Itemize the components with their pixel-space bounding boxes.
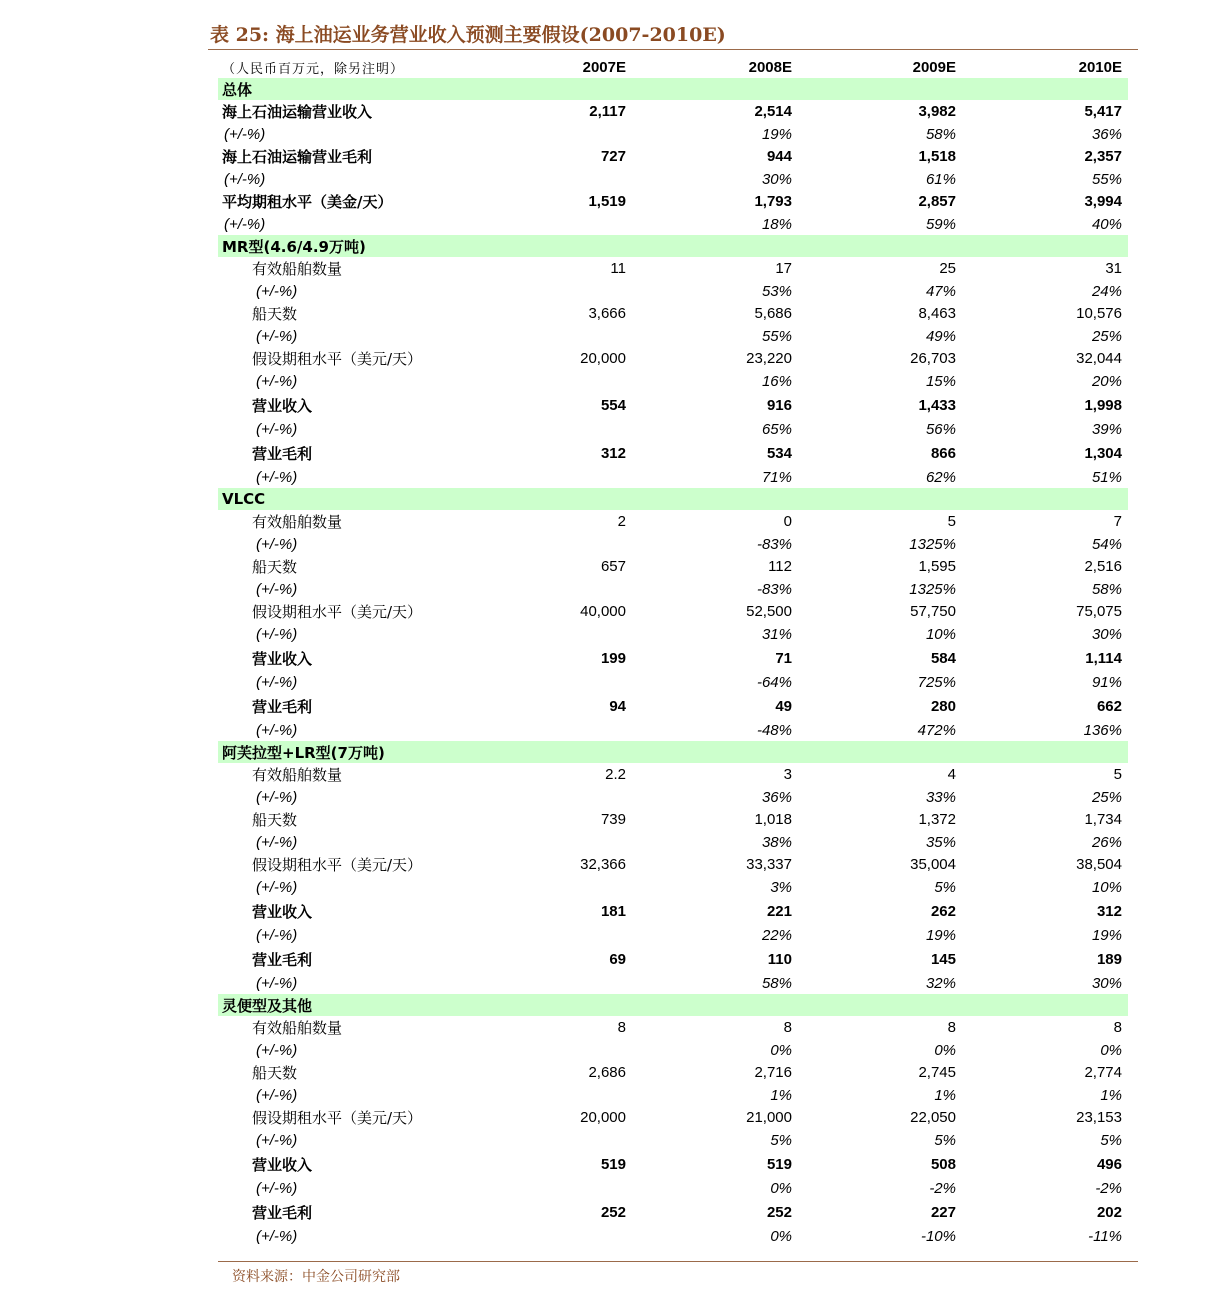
table-cell: 944 (766, 148, 792, 165)
table-cell: 20,000 (580, 1109, 626, 1126)
section-header-row (218, 994, 1128, 1016)
table-cell: 53% (761, 282, 792, 300)
table-row (218, 325, 1128, 347)
table-cell: 0% (934, 1041, 956, 1059)
table-cell: 0% (770, 1227, 792, 1245)
table-row (218, 924, 1128, 946)
table-cell: 58% (1091, 580, 1122, 598)
table-cell: 554 (600, 396, 626, 414)
row-label: (+/-%) (256, 721, 298, 739)
table-cell: 31% (761, 625, 792, 643)
table-cell: -2% (1095, 1179, 1122, 1197)
row-label: (+/-%) (256, 625, 298, 643)
table-cell: 31 (1105, 260, 1122, 277)
table-cell: 26,703 (910, 350, 956, 367)
table-cell: 1,018 (754, 811, 792, 828)
table-cell: 54% (1091, 535, 1122, 553)
table-row (218, 1016, 1128, 1039)
table-row (218, 578, 1128, 600)
table-cell: 39% (1091, 420, 1122, 438)
row-label: 营业毛利 (252, 950, 313, 969)
table-cell: 145 (930, 950, 956, 968)
row-label: 船天数 (252, 1064, 298, 1082)
section-label: MR型(4.6/4.9万吨) (222, 237, 366, 256)
row-label: 有效船舶数量 (252, 260, 343, 278)
table-cell: 10% (1091, 878, 1122, 896)
table-cell: 519 (766, 1155, 792, 1173)
table-cell: 5 (1113, 766, 1122, 783)
table-row (218, 1061, 1128, 1084)
table-cell: 0% (1100, 1041, 1122, 1059)
table-row (218, 876, 1128, 898)
table-row (218, 786, 1128, 808)
row-label: (+/-%) (256, 926, 298, 944)
row-label: 船天数 (252, 558, 298, 576)
table-cell: 2,686 (588, 1064, 626, 1081)
table-row (218, 280, 1128, 302)
table-cell: 5,686 (754, 305, 792, 322)
table-cell: 312 (600, 444, 626, 462)
table-cell: 49 (775, 697, 792, 715)
table-cell: 8 (617, 1019, 626, 1036)
table-cell: 221 (766, 902, 792, 920)
table-cell: 30% (761, 170, 792, 188)
row-label: 营业收入 (252, 902, 313, 921)
table-cell: 56% (925, 420, 956, 438)
table-cell: 15% (925, 372, 956, 390)
table-cell: 2,357 (1084, 148, 1122, 165)
table-cell: 8 (783, 1019, 792, 1036)
table-cell: 62% (925, 468, 956, 486)
table-cell: 52,500 (746, 603, 792, 620)
table-row (218, 1225, 1128, 1247)
table-cell: 3,994 (1084, 193, 1122, 210)
table-cell: 38,504 (1076, 856, 1122, 873)
table-cell: 112 (768, 558, 792, 575)
table-cell: 16% (761, 372, 792, 390)
table-cell: 24% (1091, 282, 1122, 300)
table-cell: 1,595 (918, 558, 956, 575)
section-header-row (218, 78, 1128, 100)
table-cell: 1,519 (588, 193, 626, 210)
table-cell: 8 (1113, 1019, 1122, 1036)
table-cell: 19% (1091, 926, 1122, 944)
column-header-2008e: 2008E (748, 58, 792, 76)
table-cell: 739 (600, 811, 626, 828)
table-header-row (218, 56, 1128, 78)
section-label: 阿芙拉型+LR型(7万吨) (222, 743, 385, 762)
table-cell: 534 (766, 444, 792, 462)
table-cell: 1,998 (1084, 396, 1122, 414)
table-cell: 1,433 (918, 396, 956, 414)
table-cell: 20,000 (580, 350, 626, 367)
table-cell: 1% (934, 1086, 956, 1104)
row-label: 船天数 (252, 305, 298, 323)
row-label: (+/-%) (256, 673, 298, 691)
table-cell: 36% (1091, 125, 1122, 143)
row-label: 营业毛利 (252, 1203, 313, 1222)
row-label: (+/-%) (256, 833, 298, 851)
row-label: 营业收入 (252, 649, 313, 668)
table-cell: -11% (1088, 1227, 1122, 1245)
table-cell: 2,514 (754, 103, 792, 120)
table-cell: 252 (766, 1203, 792, 1221)
table-cell: 19% (761, 125, 792, 143)
table-row (218, 645, 1128, 671)
table-row (218, 533, 1128, 555)
table-cell: 252 (600, 1203, 626, 1221)
table-row (218, 719, 1128, 741)
table-body (218, 78, 1128, 1247)
table-cell: 8,463 (918, 305, 956, 322)
table-cell: 38% (761, 833, 792, 851)
table-row (218, 623, 1128, 645)
row-label: (+/-%) (256, 974, 298, 992)
table-cell: 51% (1091, 468, 1122, 486)
table-cell: 584 (930, 649, 956, 667)
table-row (218, 213, 1128, 235)
column-header-2007e: 2007E (582, 58, 626, 76)
table-cell: 227 (930, 1203, 956, 1221)
table-cell: 1% (770, 1086, 792, 1104)
table-row (218, 466, 1128, 488)
table-cell: 262 (930, 902, 956, 920)
row-label: (+/-%) (256, 420, 298, 438)
table-cell: 55% (1091, 170, 1122, 188)
table-cell: 35% (925, 833, 956, 851)
table-cell: 199 (600, 649, 626, 667)
table-row (218, 347, 1128, 370)
table-cell: -83% (756, 535, 792, 553)
table-cell: 5,417 (1084, 103, 1122, 120)
table-cell: 866 (930, 444, 956, 462)
row-label: (+/-%) (256, 372, 298, 390)
table-cell: 916 (766, 396, 792, 414)
table-cell: 1,518 (918, 148, 956, 165)
row-label: (+/-%) (256, 1227, 298, 1245)
table-cell: 3% (770, 878, 792, 896)
forecast-table (218, 56, 1128, 1247)
row-label: 海上石油运输营业毛利 (222, 148, 373, 166)
table-row (218, 510, 1128, 533)
section-label: 灵便型及其他 (222, 996, 313, 1015)
table-cell: 2,774 (1084, 1064, 1122, 1081)
row-label: 假设期租水平（美元/天） (252, 603, 423, 621)
table-row (218, 100, 1128, 123)
table-cell: 17 (775, 260, 792, 277)
row-label: (+/-%) (224, 170, 266, 188)
table-row (218, 946, 1128, 972)
table-row (218, 1084, 1128, 1106)
table-row (218, 671, 1128, 693)
table-cell: 4 (947, 766, 956, 783)
row-label: 海上石油运输营业收入 (222, 103, 373, 121)
table-cell: 2,516 (1084, 558, 1122, 575)
table-cell: 22% (761, 926, 792, 944)
table-cell: 71 (775, 649, 792, 667)
section-header-row (218, 488, 1128, 510)
table-cell: 32,366 (580, 856, 626, 873)
table-cell: 55% (761, 327, 792, 345)
table-cell: 3,982 (918, 103, 956, 120)
row-label: (+/-%) (256, 327, 298, 345)
table-cell: 18% (761, 215, 792, 233)
table-cell: 35,004 (910, 856, 956, 873)
table-row (218, 1106, 1128, 1129)
table-row (218, 1177, 1128, 1199)
table-cell: 40% (1091, 215, 1122, 233)
table-cell: 519 (600, 1155, 626, 1173)
table-cell: 25% (1091, 788, 1122, 806)
table-cell: 25% (1091, 327, 1122, 345)
table-cell: 727 (600, 148, 626, 165)
row-label: 假设期租水平（美元/天） (252, 350, 423, 368)
table-row (218, 190, 1128, 213)
row-label: 平均期租水平（美金/天） (222, 193, 393, 211)
table-cell: 94 (609, 697, 626, 715)
table-cell: 25 (939, 260, 956, 277)
table-row (218, 763, 1128, 786)
table-cell: 1,734 (1084, 811, 1122, 828)
row-label: 营业毛利 (252, 444, 313, 463)
table-row (218, 370, 1128, 392)
table-row (218, 1151, 1128, 1177)
table-cell: 49% (925, 327, 956, 345)
table-cell: 2,716 (754, 1064, 792, 1081)
table-cell: 58% (761, 974, 792, 992)
table-cell: 1325% (909, 535, 956, 553)
table-row (218, 693, 1128, 719)
table-cell: 5% (934, 878, 956, 896)
table-cell: 22,050 (910, 1109, 956, 1126)
table-cell: 91% (1091, 673, 1122, 691)
row-label: 有效船舶数量 (252, 766, 343, 784)
table-cell: 19% (925, 926, 956, 944)
row-label: (+/-%) (256, 788, 298, 806)
source-note: 资料来源：中金公司研究部 (232, 1269, 400, 1285)
section-header-row (218, 741, 1128, 763)
table-row (218, 440, 1128, 466)
table-row (218, 1199, 1128, 1225)
table-cell: 10% (925, 625, 956, 643)
row-label: 有效船舶数量 (252, 1019, 343, 1037)
table-row (218, 972, 1128, 994)
table-cell: 11 (610, 260, 626, 277)
table-cell: 2.2 (605, 766, 626, 783)
table-cell: 3,666 (588, 305, 626, 322)
table-cell: 8 (947, 1019, 956, 1036)
table-cell: 3 (783, 766, 792, 783)
title-divider (208, 49, 1138, 50)
table-cell: 69 (609, 950, 626, 968)
table-cell: 1,304 (1084, 444, 1122, 462)
table-cell: 5% (1100, 1131, 1122, 1149)
row-label: 营业毛利 (252, 697, 313, 716)
row-label: 船天数 (252, 811, 298, 829)
table-cell: 2,745 (918, 1064, 956, 1081)
row-label: 假设期租水平（美元/天） (252, 1109, 423, 1127)
row-label: (+/-%) (256, 535, 298, 553)
table-cell: 30% (1091, 625, 1122, 643)
table-cell: 5% (934, 1131, 956, 1149)
table-row (218, 168, 1128, 190)
table-cell: 20% (1091, 372, 1122, 390)
table-cell: 32% (925, 974, 956, 992)
section-header-row (218, 235, 1128, 257)
row-label: (+/-%) (256, 468, 298, 486)
table-cell: 23,220 (746, 350, 792, 367)
table-cell: 1% (1100, 1086, 1122, 1104)
row-label: 营业收入 (252, 1155, 313, 1174)
table-row (218, 123, 1128, 145)
table-cell: 58% (925, 125, 956, 143)
table-cell: -64% (756, 673, 792, 691)
table-cell: 33% (925, 788, 956, 806)
table-cell: 47% (925, 282, 956, 300)
table-cell: -48% (756, 721, 792, 739)
table-cell: 61% (925, 170, 956, 188)
table-row (218, 555, 1128, 578)
table-cell: 2 (617, 513, 626, 530)
table-row (218, 600, 1128, 623)
row-label: 有效船舶数量 (252, 513, 343, 531)
table-cell: 657 (600, 558, 626, 575)
table-cell: 280 (930, 697, 956, 715)
row-label: (+/-%) (256, 1179, 298, 1197)
table-cell: 0 (783, 513, 792, 530)
table-cell: 725% (917, 673, 956, 691)
table-cell: 32,044 (1076, 350, 1122, 367)
table-cell: 0% (770, 1179, 792, 1197)
section-label: 总体 (222, 80, 253, 99)
unit-note: （人民币百万元，除另注明） (222, 61, 405, 77)
table-cell: 0% (770, 1041, 792, 1059)
table-cell: 5% (770, 1131, 792, 1149)
table-cell: 508 (930, 1155, 956, 1173)
row-label: 假设期租水平（美元/天） (252, 856, 423, 874)
column-header-2009e: 2009E (912, 58, 956, 76)
table-cell: 2,117 (589, 103, 626, 120)
row-label: (+/-%) (256, 1041, 298, 1059)
table-cell: 36% (761, 788, 792, 806)
table-cell: 65% (761, 420, 792, 438)
section-label: VLCC (222, 490, 266, 508)
table-cell: 136% (1083, 721, 1122, 739)
table-cell: 57,750 (910, 603, 956, 620)
table-cell: 26% (1091, 833, 1122, 851)
table-cell: 472% (917, 721, 956, 739)
table-row (218, 831, 1128, 853)
table-cell: 21,000 (746, 1109, 792, 1126)
table-cell: 10,576 (1076, 305, 1122, 322)
row-label: (+/-%) (256, 282, 298, 300)
table-cell: 110 (767, 950, 792, 968)
table-cell: -2% (929, 1179, 956, 1197)
table-row (218, 1129, 1128, 1151)
table-row (218, 145, 1128, 168)
table-cell: 496 (1096, 1155, 1122, 1173)
table-cell: 23,153 (1076, 1109, 1122, 1126)
row-label: (+/-%) (224, 125, 266, 143)
table-cell: 1325% (909, 580, 956, 598)
table-cell: 662 (1096, 697, 1122, 715)
table-cell: 1,114 (1085, 649, 1122, 667)
table-cell: 202 (1096, 1203, 1122, 1221)
row-label: (+/-%) (256, 580, 298, 598)
table-cell: 30% (1091, 974, 1122, 992)
footer-divider (218, 1261, 1138, 1262)
table-title: 表 25: 海上油运业务营业收入预测主要假设(2007-2010E) (210, 24, 726, 46)
table-cell: 33,337 (746, 856, 792, 873)
table-cell: 189 (1096, 950, 1122, 968)
row-label: (+/-%) (256, 1131, 298, 1149)
table-row (218, 853, 1128, 876)
table-row (218, 898, 1128, 924)
table-cell: 40,000 (580, 603, 626, 620)
table-row (218, 257, 1128, 280)
table-cell: 59% (925, 215, 956, 233)
row-label: (+/-%) (256, 878, 298, 896)
table-cell: -83% (756, 580, 792, 598)
table-row (218, 418, 1128, 440)
table-row (218, 1039, 1128, 1061)
table-cell: 71% (761, 468, 792, 486)
table-cell: 1,793 (754, 193, 792, 210)
table-cell: 2,857 (918, 193, 956, 210)
table-cell: 181 (600, 902, 626, 920)
table-cell: 5 (947, 513, 956, 530)
column-header-2010e: 2010E (1078, 58, 1122, 76)
table-cell: 312 (1096, 902, 1122, 920)
table-cell: 75,075 (1076, 603, 1122, 620)
table-row (218, 392, 1128, 418)
table-row (218, 302, 1128, 325)
row-label: (+/-%) (224, 215, 266, 233)
row-label: 营业收入 (252, 396, 313, 415)
table-cell: -10% (920, 1227, 956, 1245)
row-label: (+/-%) (256, 1086, 298, 1104)
table-row (218, 808, 1128, 831)
table-cell: 7 (1113, 513, 1122, 530)
table-cell: 1,372 (918, 811, 956, 828)
